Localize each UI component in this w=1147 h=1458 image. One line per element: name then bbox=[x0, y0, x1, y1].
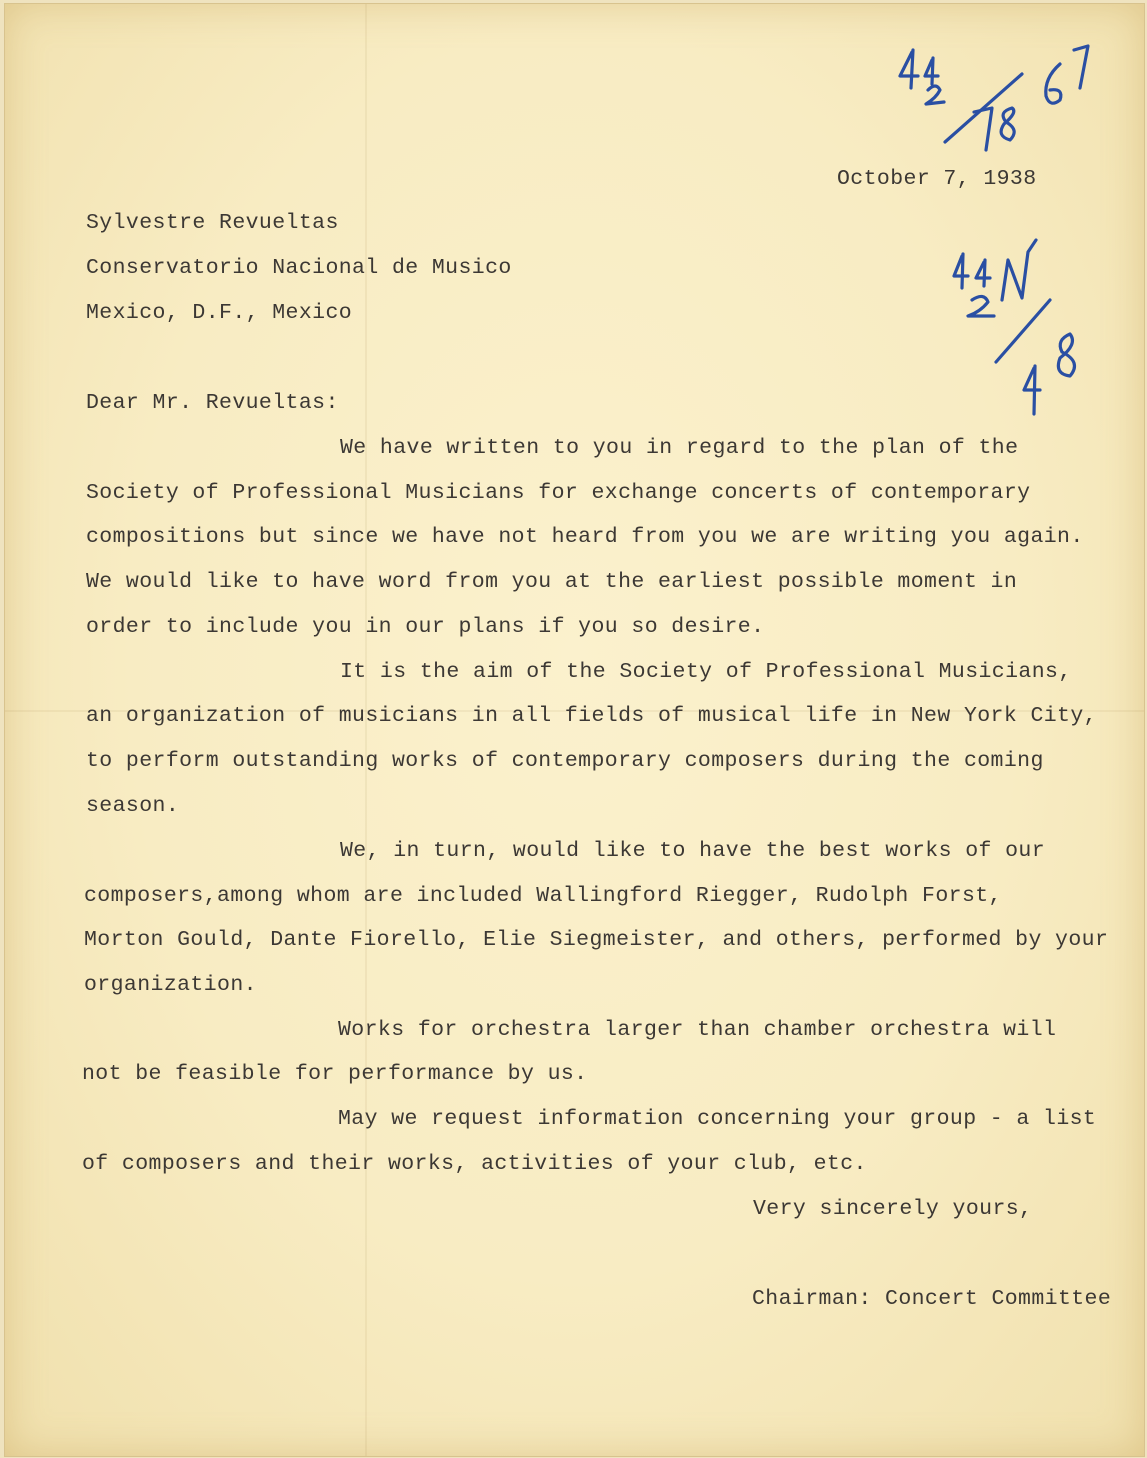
paragraph-2-line-4: season. bbox=[86, 794, 180, 818]
paragraph-5-line-1: May we request information concerning your group - a list bbox=[338, 1107, 1097, 1131]
paragraph-4-line-1: Works for orchestra larger than chamber orchestra will bbox=[338, 1018, 1057, 1042]
recipient-name: Sylvestre Revueltas bbox=[86, 211, 339, 235]
paragraph-1-line-1: We have written to you in regard to the plan of the bbox=[340, 436, 1019, 460]
paragraph-3-line-1: We, in turn, would like to have the best works of our bbox=[340, 839, 1046, 863]
letter-date: October 7, 1938 bbox=[837, 167, 1037, 191]
paragraph-1-line-5: order to include you in our plans if you so desire. bbox=[86, 615, 765, 639]
paragraph-2-line-2: an organization of musicians in all fields of musical life in New York City, bbox=[86, 704, 1097, 728]
paragraph-1-line-3: compositions but since we have not heard from you we are writing you again. bbox=[86, 525, 1084, 549]
paragraph-1-line-2: Society of Professional Musicians for exchange concerts of contemporary bbox=[86, 481, 1031, 505]
paragraph-1-line-4: We would like to have word from you at the earliest possible moment in bbox=[86, 570, 1018, 594]
paragraph-3-line-4: organization. bbox=[84, 973, 257, 997]
closing: Very sincerely yours, bbox=[753, 1197, 1033, 1221]
signature-title: Chairman: Concert Committee bbox=[752, 1287, 1112, 1311]
salutation: Dear Mr. Revueltas: bbox=[86, 391, 339, 415]
paper-fold-vertical bbox=[365, 4, 367, 1456]
paragraph-3-line-3: Morton Gould, Dante Fiorello, Elie Siegmeister, and others, performed by your bbox=[84, 928, 1109, 952]
paragraph-3-line-2: composers,among whom are included Wallingford Riegger, Rudolph Forst, bbox=[84, 884, 1002, 908]
paragraph-2-line-3: to perform outstanding works of contemporary composers during the coming bbox=[86, 749, 1044, 773]
paragraph-4-line-2: not be feasible for performance by us. bbox=[82, 1062, 588, 1086]
paragraph-5-line-2: of composers and their works, activities of your club, etc. bbox=[82, 1152, 867, 1176]
paragraph-2-line-1: It is the aim of the Society of Professional Musicians, bbox=[340, 660, 1072, 684]
recipient-institution: Conservatorio Nacional de Musico bbox=[86, 256, 512, 280]
recipient-city: Mexico, D.F., Mexico bbox=[86, 301, 353, 325]
